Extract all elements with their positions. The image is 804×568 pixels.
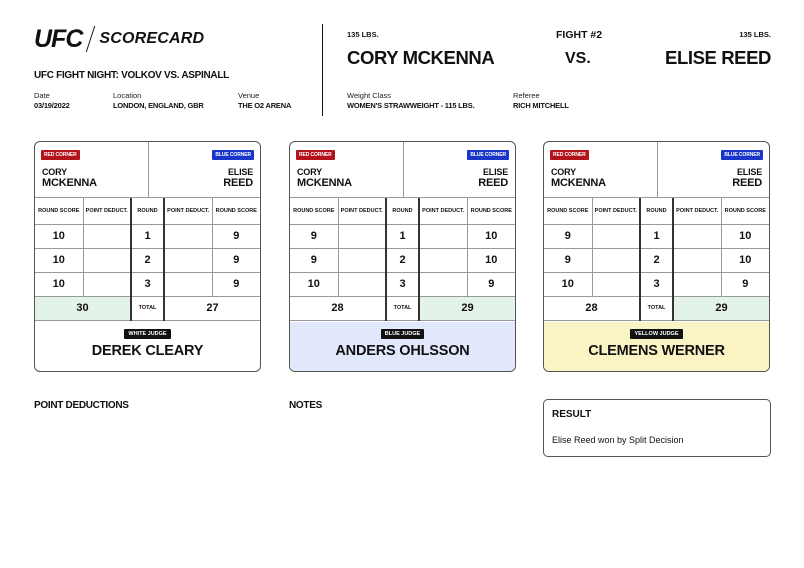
round-number: 1	[131, 224, 164, 248]
round-number: 2	[386, 248, 419, 272]
table-row	[35, 224, 260, 248]
blue-point-deduct	[164, 248, 212, 272]
blue-round-score: 9	[721, 272, 769, 296]
point-deductions-heading: POINT DEDUCTIONS	[34, 400, 129, 411]
red-total: 30	[35, 296, 131, 320]
blue-point-deduct	[164, 224, 212, 248]
header-round-score-red: ROUND SCORE	[290, 198, 338, 224]
header-round-score-blue: ROUND SCORE	[212, 198, 260, 224]
judge-color-badge: YELLOW JUDGE	[630, 329, 682, 339]
location-label: Location	[113, 91, 142, 100]
scorecard-yellow-judge	[543, 141, 770, 372]
header-round: ROUND	[131, 198, 164, 224]
round-number: 2	[640, 248, 673, 272]
red-weight: 135 LBS.	[347, 30, 379, 39]
header-point-deduct-blue: POINT DEDUCT.	[164, 198, 212, 224]
table-header-row	[35, 198, 260, 224]
venue-value: THE O2 ARENA	[238, 101, 292, 110]
scorecard-white-judge	[34, 141, 261, 372]
red-round-score: 9	[544, 248, 592, 272]
judge-panel	[35, 322, 260, 371]
blue-point-deduct	[673, 272, 721, 296]
referee-value: RICH MITCHELL	[513, 101, 569, 110]
blue-point-deduct	[419, 248, 467, 272]
red-total: 28	[290, 296, 386, 320]
header-point-deduct-red: POINT DEDUCT.	[338, 198, 386, 224]
total-row	[544, 296, 769, 320]
referee-label: Referee	[513, 91, 540, 100]
blue-round-score: 10	[467, 224, 515, 248]
blue-round-score: 9	[212, 272, 260, 296]
red-point-deduct	[83, 248, 131, 272]
header-divider	[322, 24, 323, 116]
weight-class-value: WOMEN'S STRAWWEIGHT - 115 LBS.	[347, 101, 475, 110]
card-red-fighter: CORY MCKENNA	[42, 167, 97, 189]
blue-total: 29	[419, 296, 515, 320]
table-row	[544, 272, 769, 296]
judge-color-badge: BLUE JUDGE	[381, 329, 424, 339]
blue-point-deduct	[673, 224, 721, 248]
red-fighter-name: CORY MCKENNA	[347, 47, 495, 68]
card-header	[544, 142, 769, 198]
total-label: TOTAL	[386, 296, 419, 320]
header-point-deduct-blue: POINT DEDUCT.	[419, 198, 467, 224]
blue-round-score: 9	[212, 248, 260, 272]
judge-panel	[544, 322, 769, 371]
blue-round-score: 10	[721, 248, 769, 272]
blue-point-deduct	[419, 224, 467, 248]
ufc-logo-text: UFC	[34, 25, 83, 53]
table-row	[290, 248, 515, 272]
total-row	[290, 296, 515, 320]
red-point-deduct	[83, 224, 131, 248]
red-round-score: 10	[290, 272, 338, 296]
event-name: UFC FIGHT NIGHT: VOLKOV VS. ASPINALL	[34, 70, 229, 81]
card-blue-fighter: ELISE REED	[732, 167, 762, 189]
red-round-score: 10	[544, 272, 592, 296]
ufc-logo	[34, 26, 204, 52]
blue-weight: 135 LBS.	[739, 30, 771, 39]
card-blue-fighter: ELISE REED	[478, 167, 508, 189]
result-text: Elise Reed won by Split Decision	[552, 435, 684, 445]
blue-point-deduct	[164, 272, 212, 296]
red-point-deduct	[592, 224, 640, 248]
header-round: ROUND	[386, 198, 419, 224]
blue-round-score: 10	[467, 248, 515, 272]
round-number: 3	[131, 272, 164, 296]
blue-point-deduct	[419, 272, 467, 296]
card-header	[290, 142, 515, 198]
score-table	[290, 198, 515, 321]
red-round-score: 9	[290, 224, 338, 248]
weight-class-label: Weight Class	[347, 91, 392, 100]
red-round-score: 10	[35, 272, 83, 296]
round-number: 3	[640, 272, 673, 296]
blue-corner-badge: BLUE CORNER	[721, 150, 763, 160]
fight-number: FIGHT #2	[556, 29, 603, 41]
red-point-deduct	[338, 272, 386, 296]
table-row	[35, 272, 260, 296]
scorecard-blue-judge	[289, 141, 516, 372]
red-round-score: 10	[35, 248, 83, 272]
card-red-fighter: CORY MCKENNA	[297, 167, 352, 189]
header-round-score-red: ROUND SCORE	[544, 198, 592, 224]
header-round-score-blue: ROUND SCORE	[467, 198, 515, 224]
score-table	[544, 198, 769, 321]
blue-round-score: 9	[212, 224, 260, 248]
venue-field	[238, 91, 291, 111]
total-label: TOTAL	[131, 296, 164, 320]
date-label: Date	[34, 91, 50, 100]
vs-label: VS.	[565, 50, 591, 67]
judge-name: CLEMENS WERNER	[588, 343, 725, 359]
red-corner-badge: RED CORNER	[296, 150, 335, 160]
table-row	[290, 272, 515, 296]
date-field	[34, 91, 70, 111]
logo-divider	[86, 26, 95, 52]
header-round-score-red: ROUND SCORE	[35, 198, 83, 224]
round-number: 3	[386, 272, 419, 296]
notes-heading: NOTES	[289, 400, 322, 411]
blue-fighter-name: ELISE REED	[665, 47, 771, 68]
red-round-score: 10	[35, 224, 83, 248]
table-header-row	[544, 198, 769, 224]
red-corner-badge: RED CORNER	[550, 150, 589, 160]
red-round-score: 9	[544, 224, 592, 248]
red-point-deduct	[83, 272, 131, 296]
round-number: 1	[640, 224, 673, 248]
location-value: LONDON, ENGLAND, GBR	[113, 101, 204, 110]
header-round-score-blue: ROUND SCORE	[721, 198, 769, 224]
result-box	[543, 399, 771, 457]
red-point-deduct	[338, 248, 386, 272]
judge-name: DEREK CLEARY	[91, 343, 204, 359]
header-round: ROUND	[640, 198, 673, 224]
judge-name: ANDERS OHLSSON	[335, 343, 470, 359]
round-number: 2	[131, 248, 164, 272]
table-row	[290, 224, 515, 248]
blue-point-deduct	[673, 248, 721, 272]
red-point-deduct	[338, 224, 386, 248]
red-total: 28	[544, 296, 640, 320]
card-header	[35, 142, 260, 198]
weight-class-field	[347, 91, 474, 111]
blue-corner-badge: BLUE CORNER	[212, 150, 254, 160]
judge-color-badge: WHITE JUDGE	[124, 329, 170, 339]
referee-field	[513, 91, 569, 111]
date-value: 03/19/2022	[34, 101, 70, 110]
header-point-deduct-blue: POINT DEDUCT.	[673, 198, 721, 224]
red-corner-badge: RED CORNER	[41, 150, 80, 160]
score-table	[35, 198, 260, 321]
blue-total: 27	[164, 296, 260, 320]
red-point-deduct	[592, 248, 640, 272]
table-row	[544, 224, 769, 248]
header-point-deduct-red: POINT DEDUCT.	[592, 198, 640, 224]
location-field	[113, 91, 204, 111]
header-point-deduct-red: POINT DEDUCT.	[83, 198, 131, 224]
total-label: TOTAL	[640, 296, 673, 320]
red-point-deduct	[592, 272, 640, 296]
table-header-row	[290, 198, 515, 224]
result-heading: RESULT	[552, 409, 592, 420]
blue-round-score: 10	[721, 224, 769, 248]
blue-corner-badge: BLUE CORNER	[467, 150, 509, 160]
card-blue-fighter: ELISE REED	[223, 167, 253, 189]
blue-round-score: 9	[467, 272, 515, 296]
table-row	[544, 248, 769, 272]
blue-total: 29	[673, 296, 769, 320]
judge-panel	[290, 322, 515, 371]
round-number: 1	[386, 224, 419, 248]
table-row	[35, 248, 260, 272]
venue-label: Venue	[238, 91, 260, 100]
total-row	[35, 296, 260, 320]
scorecard-label: SCORECARD	[99, 30, 205, 47]
card-red-fighter: CORY MCKENNA	[551, 167, 606, 189]
red-round-score: 9	[290, 248, 338, 272]
